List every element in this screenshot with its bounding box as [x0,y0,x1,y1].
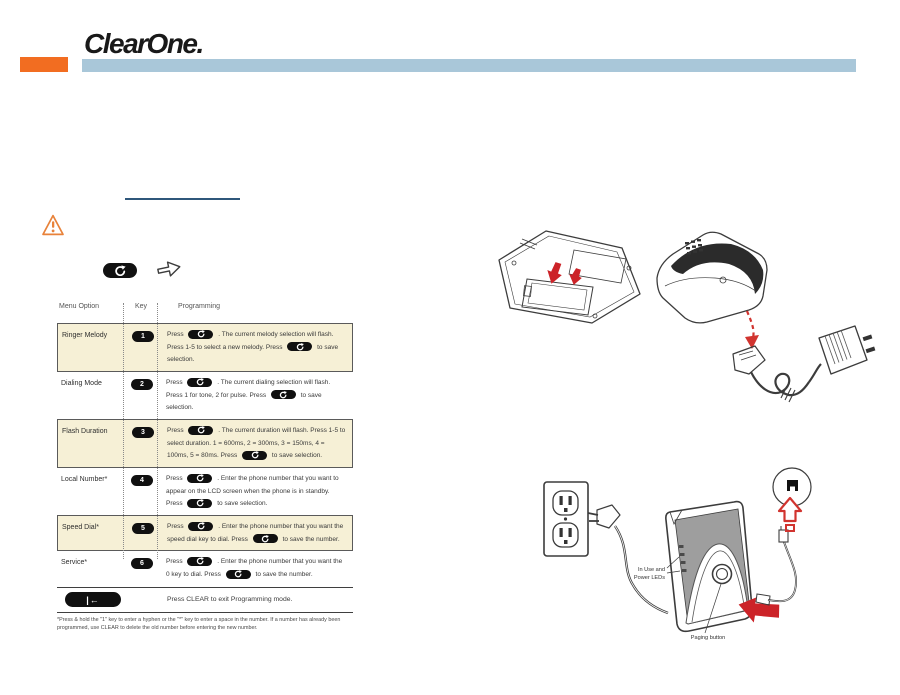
next-step-arrow-icon [155,258,183,280]
number-key-illustration: 1 [132,331,154,342]
program-key-icon [271,390,296,399]
key-cell [123,377,157,415]
table-row [57,372,353,419]
menu-option-label: Flash Duration [62,428,108,436]
col-header-menu-option: Menu Option [59,303,100,310]
hyperlink-underline[interactable] [125,198,240,200]
programming-instructions: Press . Enter the phone number that you want the 0 key to dial. Press to save the number. [166,558,343,579]
program-key-icon [253,534,278,543]
program-key-icon [242,451,267,460]
col-header-programming: Programming [178,303,221,310]
program-key-icon [188,330,213,339]
col-header-key: Key [135,303,148,310]
program-key-icon [187,474,212,483]
clearone-logo: ClearOne. [84,28,203,59]
program-key-icon [187,557,212,566]
number-key-illustration: 4 [131,475,153,486]
programming-menu-table [57,303,353,632]
column-divider-dotted [123,303,124,559]
insert-arrow-icon [546,261,584,286]
programming-instructions: Press . Enter the phone number that you want the speed dial key to dial. Press to save the number. [167,523,344,543]
warning-triangle-icon [41,213,65,237]
menu-option-label: Service* [61,559,88,567]
power-cord [588,505,668,613]
program-key-icon [226,570,251,579]
program-key-icon [287,342,312,351]
table-row [57,551,353,585]
number-key-illustration: 6 [131,558,153,569]
column-divider-dotted [157,303,158,559]
number-key-illustration: 5 [132,523,154,534]
program-key-illustration [103,263,137,278]
wall-outlet [544,482,588,556]
programming-instructions: Press . Enter the phone number that you want to appear on the LCD screen when the phone is in standby. Press to save selection. [166,475,339,508]
insert-dashed-arrow-icon [745,311,759,349]
key-cell [124,521,158,546]
menu-table-rows [57,323,353,586]
in-use-leds-label-line2: Power LEDs [633,575,665,581]
menu-option-label: Ringer Melody [62,332,108,339]
redial-program-icon [114,265,126,277]
base-bottom-view-diagram [494,226,646,328]
programming-instructions: Press . The current duration will flash. Press 1-5 to select duration. 1 = 600ms, 2 = 300ms, 3 = 150ms, 4 = 100ms, 5 = 80ms. Press to save selection. [167,427,346,460]
menu-option-label: Local Number* [61,476,108,484]
clear-key-illustration: |← [65,592,121,607]
table-header-row [57,303,353,323]
program-key-icon [188,522,213,531]
charging-base [666,502,752,632]
program-key-icon [187,499,212,508]
table-row [57,468,353,515]
phone-line-cord [756,526,796,605]
power-adapter-diagram [695,308,877,422]
key-cell [123,473,157,511]
programming-instructions: Press . The current melody selection will flash. Press 1-5 to select a new melody. Press to save selection. [167,331,339,364]
programming-instructions: Press . The current dialing selection will flash. Press 1 for tone, 2 for pulse. Press to save selection. [166,379,331,412]
table-footer-row [57,587,353,613]
program-key-icon [188,426,213,435]
blue-band [82,59,856,72]
menu-option-label: Dialing Mode [61,380,102,388]
program-key-icon [187,378,212,387]
table-footnote: *Press & hold the "1" key to enter a hyphen or the "*" key to enter a space in the number. If a number has already been programmed, use CLEAR to delete the old number before entering the new number. [57,616,341,631]
table-row [57,323,353,372]
footer-text: Press CLEAR to exit Programming mode. [167,596,293,604]
table-row [57,515,353,551]
key-cell [124,329,158,367]
menu-option-label: Speed Dial* [62,524,99,532]
number-key-illustration: 3 [132,427,154,438]
accent-orange-block [20,57,68,72]
in-use-leds-label-line1: In Use and [637,567,665,573]
number-key-illustration: 2 [131,379,153,390]
paging-button-label: Paging button [690,635,726,641]
wall-install-diagram [538,450,883,680]
table-row [57,419,353,468]
key-cell [124,425,158,463]
key-cell [123,556,157,581]
